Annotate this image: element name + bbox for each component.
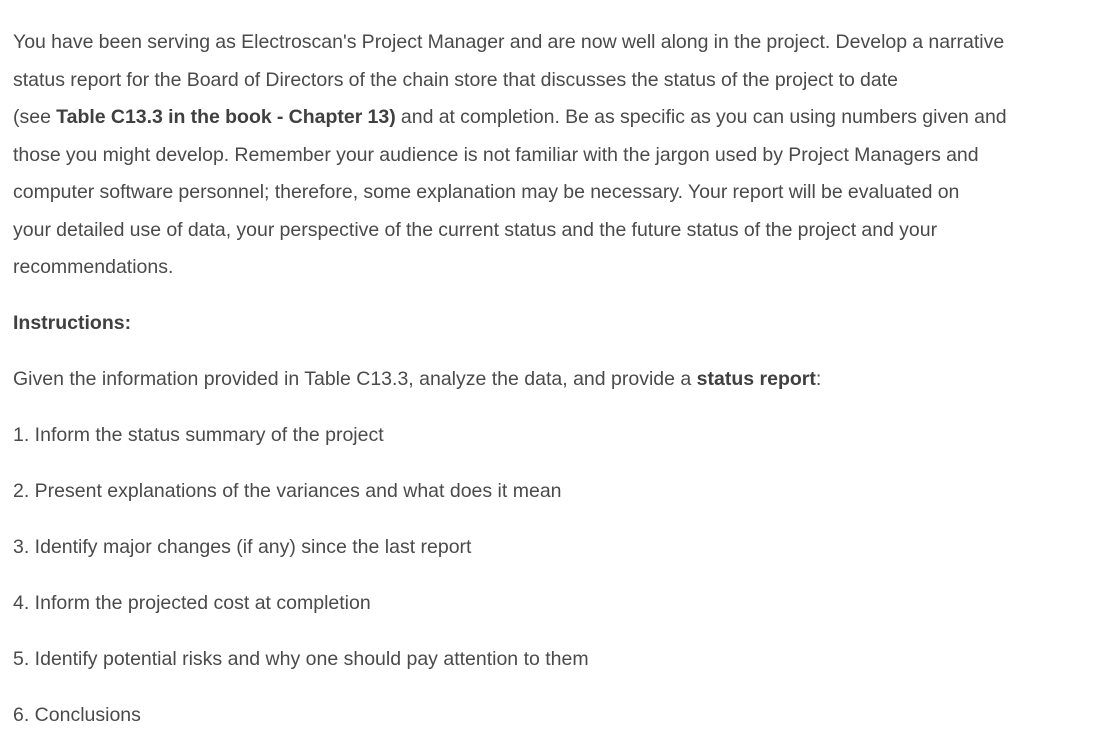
list-item: 2. Present explanations of the variances and what does it mean: [13, 479, 562, 502]
intro-line-7: recommendations.: [13, 256, 174, 278]
intro-line-4: those you might develop. Remember your audience is not familiar with the jargon used by Project Managers and: [13, 143, 979, 166]
instructions-heading: Instructions:: [13, 311, 132, 334]
list-item: 1. Inform the status summary of the project: [13, 423, 384, 446]
intro-line-3-post: and at completion. Be as specific as you can using numbers given and: [395, 106, 1007, 128]
list-item: 3. Identify major changes (if any) since the last report: [13, 535, 472, 558]
table-reference: Table C13.3 in the book - Chapter 13): [56, 106, 396, 128]
intro-line-3: [13, 99, 1081, 137]
list-item: 6. Conclusions: [13, 703, 141, 726]
list-item: 4. Inform the projected cost at completion: [13, 591, 371, 614]
intro-paragraph: [13, 24, 1081, 287]
intro-line-6: your detailed use of data, your perspective of the current status and the future status of the project and your: [13, 218, 938, 241]
status-report-emphasis: status report: [696, 367, 816, 390]
list-item: 5. Identify potential risks and why one should pay attention to them: [13, 647, 589, 670]
intro-line-2: status report for the Board of Directors of the chain store that discusses the status of the project to date: [13, 68, 899, 91]
intro-line-1: You have been serving as Electroscan's Project Manager and are now well along in the project. Develop a narrative: [13, 31, 1005, 53]
lead-post: :: [815, 367, 822, 390]
instruction-list: [13, 417, 1081, 734]
instructions-lead: [13, 361, 1081, 398]
intro-line-5: computer software personnel; therefore, some explanation may be necessary. Your report will be evaluated on: [13, 181, 960, 203]
intro-line-3-pre: (see: [13, 106, 57, 128]
lead-pre: Given the information provided in Table C13.3, analyze the data, and provide a: [13, 367, 697, 390]
